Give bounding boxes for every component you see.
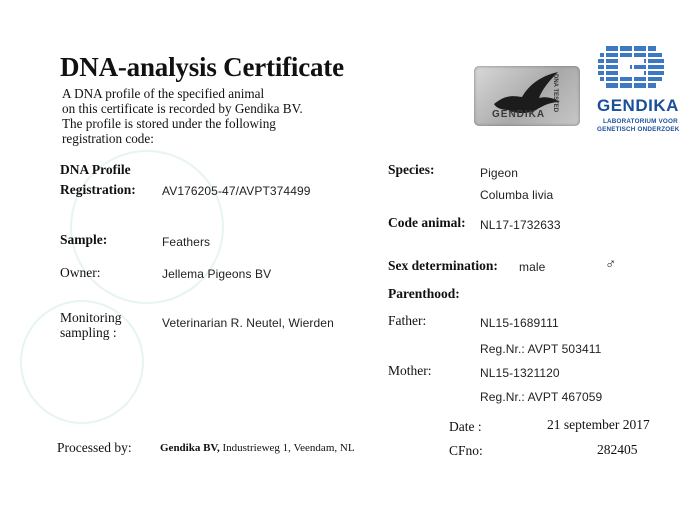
intro-line-3: The profile is stored under the following [62, 116, 276, 131]
father-registration: Reg.Nr.: AVPT 503411 [480, 342, 602, 356]
sex-determination-label: Sex determination: [388, 258, 498, 273]
date-value: 21 september 2017 [547, 417, 650, 432]
sex-value: male [519, 260, 546, 274]
monitoring-value: Veterinarian R. Neutel, Wierden [162, 316, 334, 330]
certificate-title: DNA-analysis Certificate [60, 52, 344, 82]
gendika-logo-subtitle-1: LABORATORIUM VOOR [603, 118, 678, 125]
processed-by-label: Processed by: [57, 440, 132, 455]
mother-value: NL15-1321120 [480, 366, 560, 380]
processor-address: Industrieweg 1, Veendam, NL [219, 442, 355, 454]
dna-tested-stamp [474, 66, 580, 126]
male-symbol-icon: ♂ [605, 256, 617, 273]
processed-by-value [160, 442, 355, 454]
gendika-logo-name: GENDIKA [597, 96, 679, 115]
registration-value: AV176205-47/AVPT374499 [162, 184, 311, 198]
stamp-text: GENDIKA [492, 109, 546, 120]
intro-line-2: on this certificate is recorded by Gendika BV. [62, 101, 303, 116]
intro-line-1: A DNA profile of the specified animal [62, 86, 265, 101]
sample-value: Feathers [162, 235, 211, 249]
code-animal-value: NL17-1732633 [480, 218, 561, 232]
cfno-value: 282405 [597, 442, 638, 457]
owner-value: Jellema Pigeons BV [162, 267, 272, 281]
mother-registration: Reg.Nr.: AVPT 467059 [480, 390, 603, 404]
owner-label: Owner: [60, 265, 101, 280]
species-label: Species: [388, 162, 435, 177]
gendika-logo-subtitle-2: GENETISCH ONDERZOEK [597, 126, 680, 133]
sample-label: Sample: [60, 232, 108, 247]
intro-line-4: registration code: [62, 131, 154, 146]
monitoring-label-line-2: sampling : [60, 325, 117, 340]
stamp-side-text: DNA TESTED [552, 74, 558, 113]
species-latin-name: Columba livia [480, 188, 554, 202]
father-value: NL15-1689111 [480, 316, 559, 330]
parenthood-label: Parenthood: [388, 286, 460, 301]
monitoring-label-line-1: Monitoring [60, 310, 122, 325]
father-label: Father: [388, 313, 427, 328]
mother-label: Mother: [388, 363, 432, 378]
dna-profile-heading: DNA Profile [60, 162, 131, 177]
gendika-logo-icon [596, 44, 666, 92]
code-animal-label: Code animal: [388, 215, 466, 230]
processor-company: Gendika BV, [160, 442, 220, 454]
cfno-label: CFno: [449, 443, 483, 458]
date-label: Date : [449, 419, 482, 434]
species-value: Pigeon [480, 166, 518, 180]
registration-label: Registration: [60, 182, 136, 197]
